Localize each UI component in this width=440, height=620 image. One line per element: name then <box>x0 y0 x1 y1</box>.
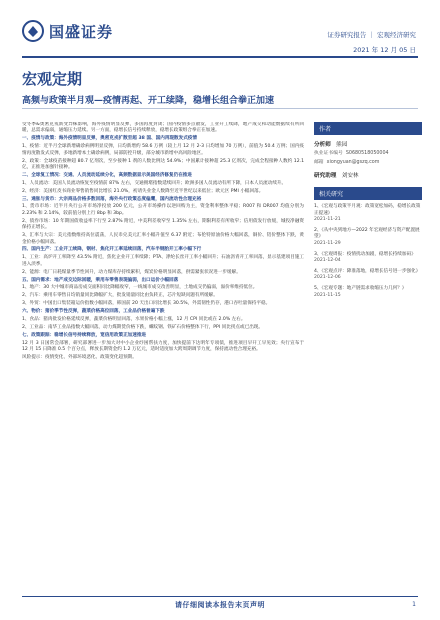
page-number: 1 <box>412 601 416 608</box>
logo-icon <box>22 20 44 42</box>
related-report-date: 2021-12-06 <box>314 275 341 281</box>
body-paragraph: 1、人员流动：美国人员流动恢复至疫情前 87% 左右，交通拥堵指数延续回升；欧洲多国人员流动有所下降，日本人员流动续升。 <box>22 180 287 186</box>
analyst-label: 分析师 <box>314 142 331 148</box>
related-report-date: 2021-12-04 <box>314 258 341 264</box>
body-paragraph: 3、外贸：中国出口集装箱运价指数小幅回落，韩国前 20 天出口同比增长 30.5%，外需韧性仍存，港口吞吐量保持平稳。 <box>22 301 271 307</box>
body-paragraph: 1、疫情：近半月全球新增确诊病例明显反弹，日均新增约 58.6 万例（较上月 12 月 2-3 日均增加 70 万例），前值为 50.4 万例；国内疫情再度散发式反弹，多地新增本土确诊病例，局部防控升级，部分城市新增中高风险地区。 <box>22 144 304 156</box>
body-paragraph: 2、经济：美国红皮书商业零售销售同比增长 21.0%，初请失业金人数降至近半世纪以来低位；欧元区 PMI 小幅回落。 <box>22 188 264 194</box>
body-paragraph: 2、汽车：乘用车零售日均销量同比降幅扩大，批发销量同比由负转正，芯片短缺问题有所缓解。 <box>22 293 218 299</box>
related-report-link[interactable]: 1、《宏观与政策半月观：政策宽松加码，稳增长政策正提速》 <box>314 204 421 216</box>
analyst-row <box>314 140 422 148</box>
body-paragraph: 风险提示：疫情变化、外部环境恶化、政策变化超预期。 <box>22 355 137 361</box>
related-report-date: 2021-11-29 <box>314 240 341 246</box>
related-research-list <box>314 204 422 299</box>
email-address[interactable]: xiongyuan@gszq.com <box>326 160 380 165</box>
body-paragraph: 1、食品：猪肉批发价格延续反弹，蔬菜价格明显回落，水果价格小幅上涨，12 月 CPI 同比或在 2.0% 左右。 <box>22 317 246 323</box>
body-paragraph: 2、工业品：南华工业品指数大幅回落，动力煤期货价格下跌，螺纹钢、铁矿石价格整体下行，PPI 同比拐点或已出现。 <box>22 324 263 330</box>
section-heading: 四、国内生产：工业开工续降，钢材、焦化开工率延续回落，汽车半钢胎开工率小幅下行 <box>22 247 202 253</box>
body-paragraph: 受冬季&奥密克戎新变异株影响，海外疫情明显反弹，多国再度封闭；国内疫情多点散发，工业开工续降，地产成交和动能数据续有所回暖，总需求偏弱，通缩压力延续。另一方面，稳增长信号持续释放，稳增长政策组合拳正在加速。 <box>22 122 304 134</box>
related-report-link[interactable]: 4、《宏观点评：降准落地，稳增长信号进一步强化》 <box>314 268 421 274</box>
body-paragraph: 2、能源：电厂日耗煤量季节性回升，动力煤库存持续累积，煤炭价格明显回落，供需紧张状况进一步缓解。 <box>22 269 241 275</box>
assistant-row <box>314 171 422 179</box>
logo-text: 国盛证券 <box>49 22 114 41</box>
page-title: 宏观定期 <box>22 70 83 88</box>
section-heading: 五、国内需求：地产成交边际回暖，乘用车零售表现偏弱，出口运价小幅回落 <box>22 277 179 283</box>
body-paragraph: 1、货币市场：近半月央行公开市场净投放 200 亿元，公开市场操作以逆回购为主，资金利率整体平稳；R007 和 DR007 均值分别为 2.23% 和 2.14%，较前值分别上行 8bp 和 3bp。 <box>22 204 304 216</box>
body-paragraph: 3、汇率与大宗：美元指数维持高位震荡，人民币兑美元汇率小幅升值至 6.37 附近；布伦特原油价格大幅回落，铜价、铝价整体下跌，黄金价格小幅回落。 <box>22 233 304 245</box>
body-paragraph: 2、债券市场：10 年期国债收益率下行至 2.87% 附近，中美利差收窄至 1.35% 左右，期限利差有所收窄；信用债发行放缓，城投净融资保持正增长。 <box>22 218 304 231</box>
report-type: 证券研究报告 ｜ 宏观经济研究 <box>327 31 416 39</box>
report-subtitle: 高频与政策半月观—疫情再起、开工续降，稳增长组合拳正加速 <box>22 96 275 106</box>
cert-number: S0680518050004 <box>345 151 389 156</box>
email-row <box>314 159 422 166</box>
related-report-link[interactable]: 3、《宏观周报：疫情扰动加剧，稳增长持续加码》 <box>314 251 416 257</box>
related-report-date: 2021-11-15 <box>314 292 341 298</box>
section-heading: 七、政策跟踪：稳增长信号持续释放，宽信用政策正加速推进 <box>22 332 147 338</box>
body-paragraph: 12 月 3 日国常会部署，研究部署进一步加大对中小企业纾困帮扶力度，加快提前下达明年专项债，推进项目早开工早见效；央行宣布于 12 月 15 日降准 0.5 个百分点，释放长期资金约 1.2 万亿元，适时适度加大跨周期调节力度，保持流动性合理充裕。 <box>22 340 304 353</box>
main-body <box>22 122 304 590</box>
assistant-name: 刘安林 <box>341 173 359 179</box>
section-heading: 六、物价：猪价季节性反弹，蔬菜价格高位回落，工业品价格普遍下跌 <box>22 309 165 315</box>
sidebar <box>314 122 422 299</box>
related-report-link[interactable]: 5、《宏观专题：地产链需求收缩压力几何？》 <box>314 285 407 291</box>
body-paragraph: 1、工业：高炉开工率降至 43.5% 附近，焦化企业开工率续降；PTA、涤纶长丝开工率小幅回升；石油沥青开工率回落，显示基建项目施工进入淡季。 <box>22 255 304 267</box>
cert-label: 执业证书编号 <box>314 151 343 156</box>
body-paragraph: 1、地产：30 大中城市商品房成交面积同比降幅收窄，一线城市成交改善明显，土地成交仍偏弱，溢价率维持低位。 <box>22 285 258 291</box>
cert-row <box>314 150 422 157</box>
related-report-date: 2021-11-21 <box>314 217 341 223</box>
assistant-label: 研究助理 <box>314 173 337 179</box>
related-research-tab: 相关研究 <box>314 187 422 200</box>
related-report-link[interactable]: 2、《从中央到地方—2022 年宏观经济与资产配置展望》 <box>314 227 420 240</box>
section-heading: 三、通胀与货币：大宗商品价格多数回落，海外央行政策态度偏鹰，国内流动性合理充裕 <box>22 196 202 202</box>
body-paragraph: 2、政策：全球疫苗接种超 80.7 亿剂次，至少接种 1 剂的人数比例达 54.9%；中国累计接种超 25.3 亿剂次，完成全程接种人数约 12.1 亿，正推进加强针接种。 <box>22 158 304 170</box>
header-divider <box>22 56 418 58</box>
section-heading: 二、全球复工情况：交通、人员流动延续分化，高频数据显示美国经济修复仍在推进 <box>22 172 192 178</box>
footer-disclaimer: 请仔细阅读本报告末页声明 <box>175 601 265 609</box>
analyst-name: 熊园 <box>336 142 348 148</box>
footer-divider <box>22 596 418 597</box>
author-tab: 作者 <box>314 122 422 135</box>
email-label: 邮箱 <box>314 160 324 165</box>
title-divider <box>22 108 418 109</box>
report-date: 2021 年 12 月 05 日 <box>353 46 416 54</box>
company-logo <box>22 20 113 42</box>
section-heading: 一、疫情与政策：海外疫情明显反弹，奥密克戎扩散至超 38 国、国内再现散发式疫情 <box>22 136 197 142</box>
